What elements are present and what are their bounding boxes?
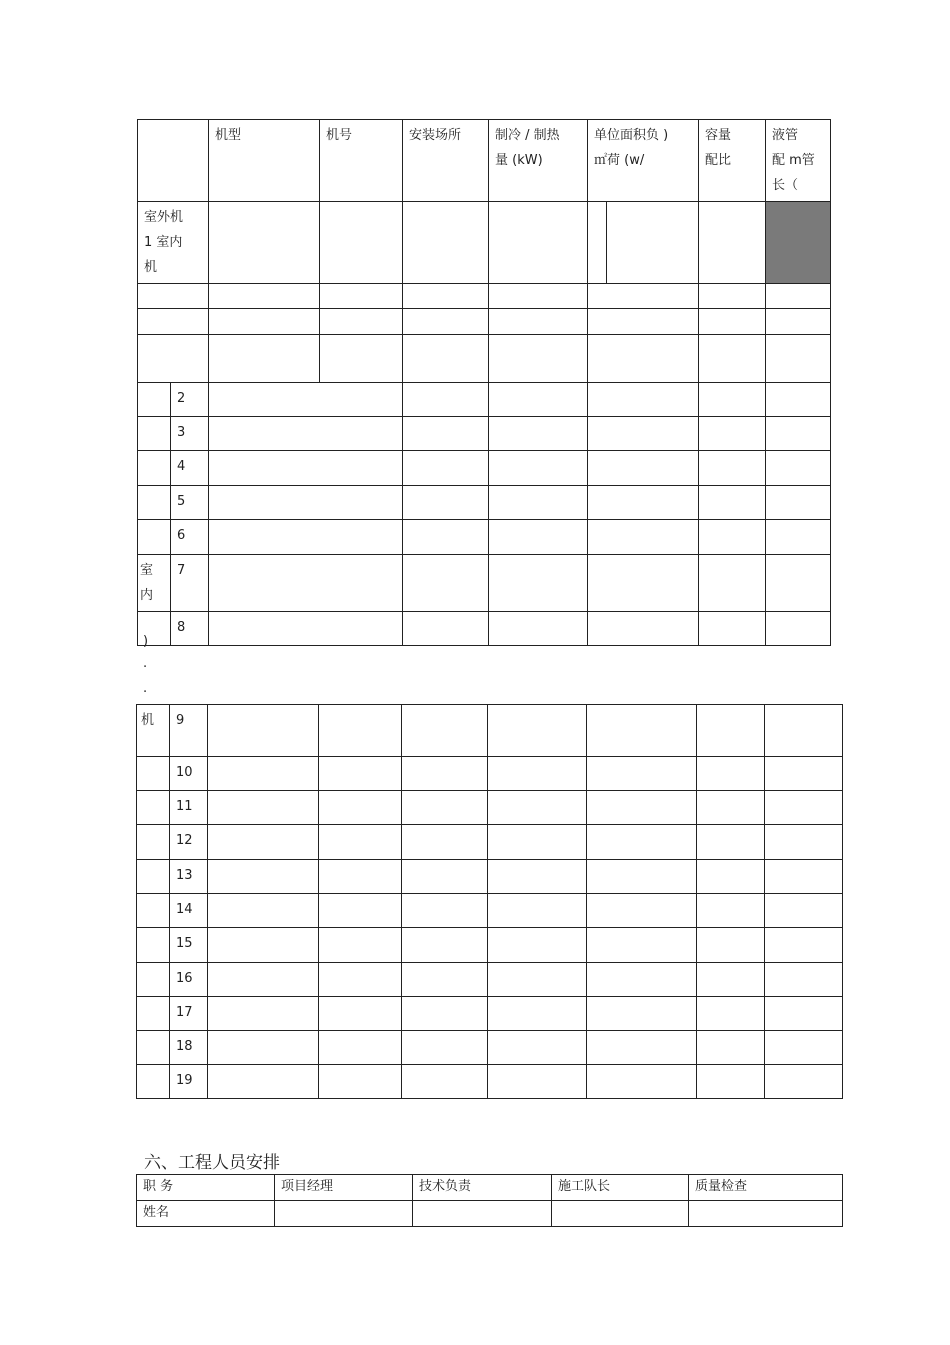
cell <box>403 202 489 284</box>
side-label-machine: 机 <box>137 705 170 757</box>
side-cell <box>138 383 171 417</box>
row-number: 15 <box>170 928 208 963</box>
row-number: 7 <box>171 555 209 612</box>
header-capacity: 制冷 / 制热 量 (kW) <box>489 120 588 202</box>
row-number: 6 <box>171 520 209 555</box>
cell <box>689 1201 843 1227</box>
equipment-table-bottom <box>136 704 843 1099</box>
row-number: 5 <box>171 486 209 520</box>
staff-header-qc: 质量检查 <box>689 1175 843 1201</box>
row-number: 8 <box>171 612 209 646</box>
cell <box>699 202 766 284</box>
row-number: 19 <box>170 1065 208 1099</box>
row-number: 14 <box>170 894 208 928</box>
equipment-table-top <box>137 119 831 646</box>
header-pipe: 液管 配 m管 长（ <box>766 120 831 202</box>
cell <box>552 1201 689 1227</box>
row-number: 3 <box>171 417 209 451</box>
row-number: 17 <box>170 997 208 1031</box>
row-number: 10 <box>170 757 208 791</box>
header-unit-no: 机号 <box>320 120 403 202</box>
header-model: 机型 <box>209 120 320 202</box>
cell <box>138 335 209 383</box>
staff-header-pm: 项目经理 <box>275 1175 413 1201</box>
header-blank <box>138 120 209 202</box>
row-number: 4 <box>171 451 209 486</box>
shaded-cell <box>766 202 831 284</box>
row-number: 12 <box>170 825 208 860</box>
staff-header-foreman: 施工队长 <box>552 1175 689 1201</box>
section-title: 六、工程人员安排 <box>144 1153 280 1173</box>
row-number: 11 <box>170 791 208 825</box>
row-label-outdoor: 室外机 1 室内 机 <box>138 202 209 284</box>
cell <box>138 309 209 335</box>
side-label-indoor: 室 内 <box>138 555 171 612</box>
staff-table <box>136 1174 843 1227</box>
row-number: 13 <box>170 860 208 894</box>
cell <box>138 284 209 309</box>
staff-row-name-label: 姓名 <box>137 1201 275 1227</box>
cell <box>275 1201 413 1227</box>
cell <box>413 1201 552 1227</box>
row-number: 16 <box>170 963 208 997</box>
staff-header-tech: 技术负责 <box>413 1175 552 1201</box>
row-number: 2 <box>171 383 209 417</box>
header-load: 单位面积负 ) ㎡荷 (w/ <box>588 120 699 202</box>
cell-split <box>588 202 699 284</box>
header-location: 安装场所 <box>403 120 489 202</box>
cell <box>209 202 320 284</box>
staff-header-role: 职 务 <box>137 1175 275 1201</box>
note-dot: · <box>143 660 148 675</box>
cell <box>320 202 403 284</box>
note-paren: ) <box>143 634 149 649</box>
note-dot: · <box>143 685 148 700</box>
row-number: 18 <box>170 1031 208 1065</box>
cell <box>489 202 588 284</box>
header-ratio: 容量 配比 <box>699 120 766 202</box>
row-number: 9 <box>170 705 208 757</box>
